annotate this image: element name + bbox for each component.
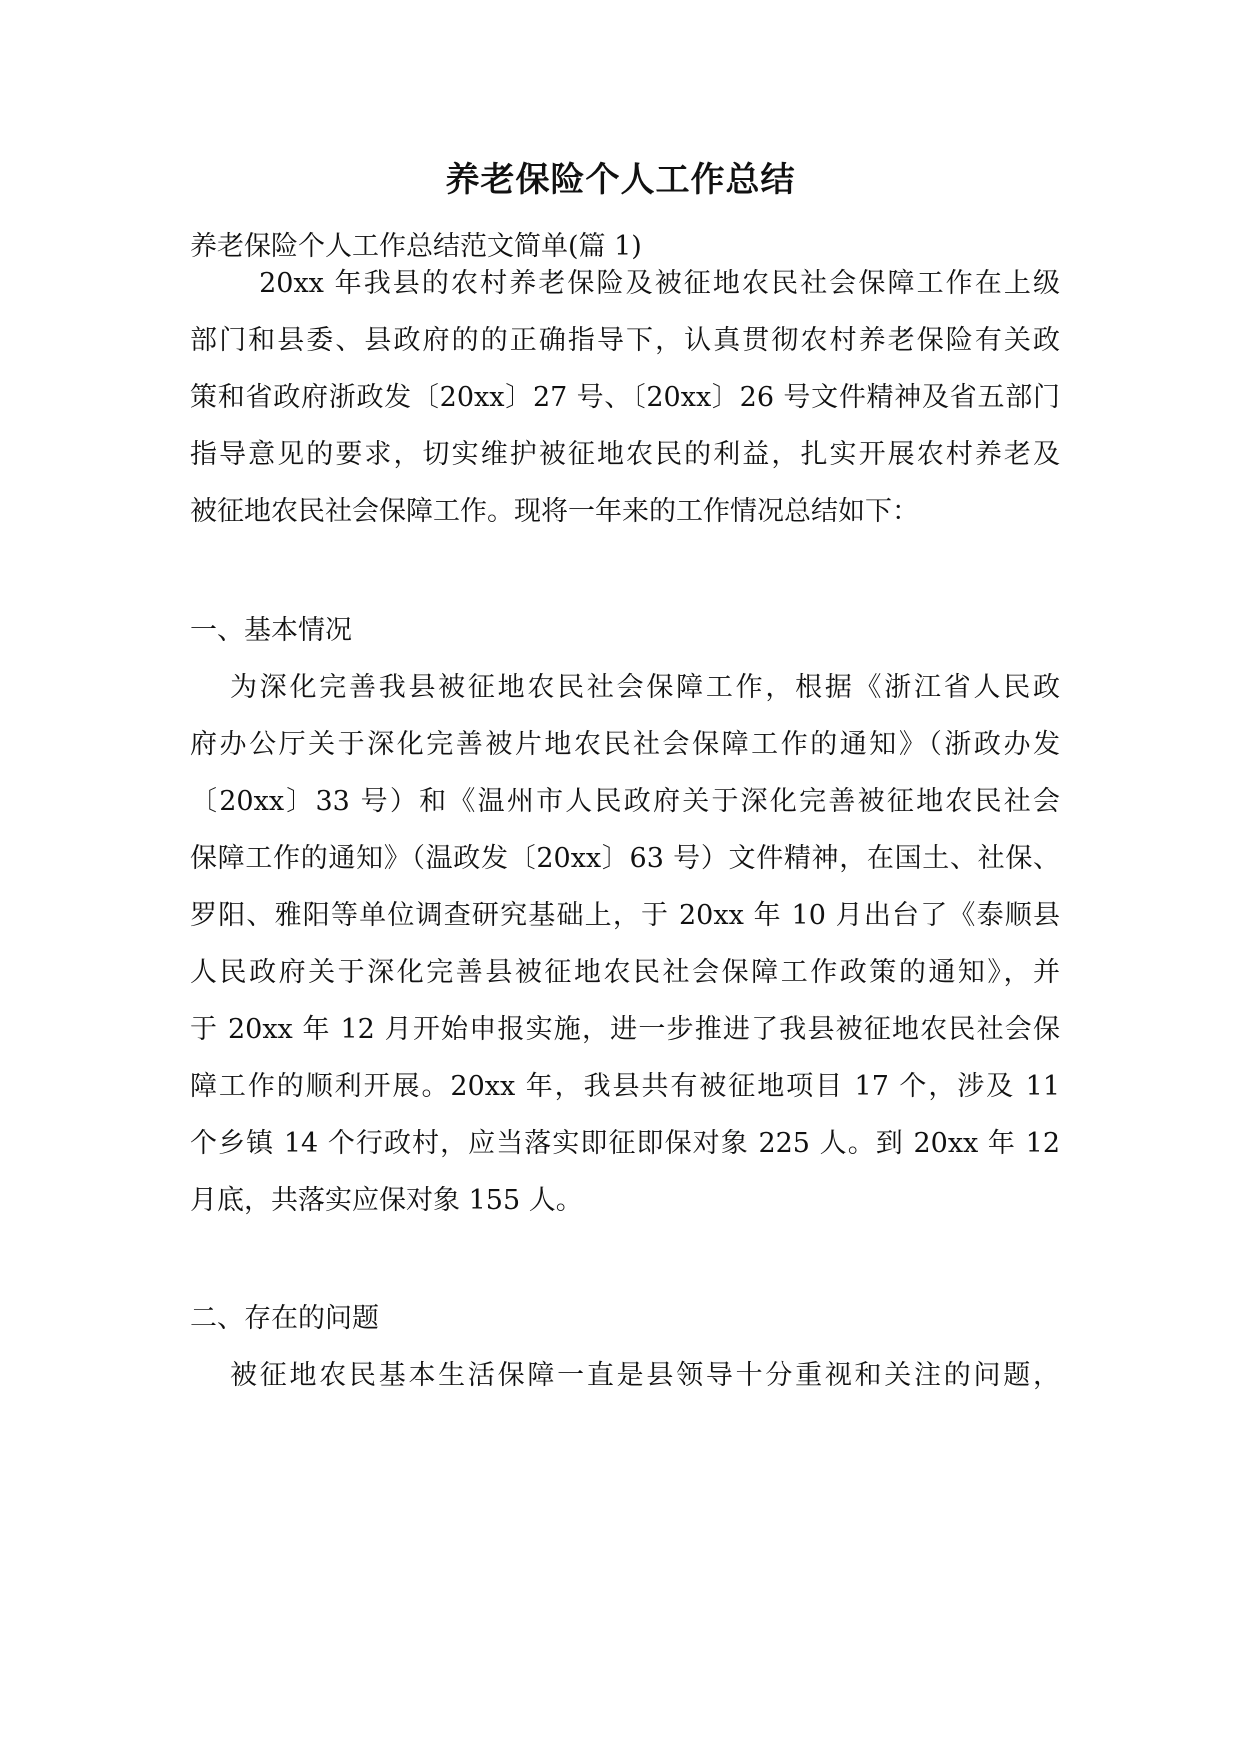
section1-line: 〔20xx〕33 号）和《温州市人民政府关于深化完善被征地农民社会 — [190, 786, 1060, 817]
section-heading: 一、基本情况 — [190, 615, 352, 646]
document-title: 养老保险个人工作总结 — [445, 160, 796, 200]
intro-line: 20xx 年我县的农村养老保险及被征地农民社会保障工作在上级 — [230, 268, 1060, 299]
section-heading: 二、存在的问题 — [190, 1303, 379, 1334]
section1-line: 保障工作的通知》（温政发〔20xx〕63 号）文件精神，在国土、社保、 — [190, 843, 1060, 874]
intro-line: 策和省政府浙政发〔20xx〕27 号、〔20xx〕26 号文件精神及省五部门 — [190, 382, 1060, 413]
section1-line: 罗阳、雅阳等单位调查研究基础上，于 20xx 年 10 月出台了《泰顺县 — [190, 900, 1060, 931]
section1-line: 月底，共落实应保对象 155 人。 — [190, 1185, 583, 1216]
section1-line: 为深化完善我县被征地农民社会保障工作，根据《浙江省人民政 — [230, 672, 1060, 703]
intro-line: 部门和县委、县政府的的正确指导下，认真贯彻农村养老保险有关政 — [190, 325, 1060, 356]
section1-line: 个乡镇 14 个行政村，应当落实即征即保对象 225 人。到 20xx 年 12 — [190, 1128, 1060, 1159]
section1-line: 府办公厅关于深化完善被片地农民社会保障工作的通知》（浙政办发 — [190, 729, 1060, 760]
intro-line: 指导意见的要求，切实维护被征地农民的利益，扎实开展农村养老及 — [190, 439, 1060, 470]
document-subtitle: 养老保险个人工作总结范文简单(篇 1) — [190, 231, 642, 262]
section1-line: 障工作的顺利开展。20xx 年，我县共有被征地项目 17 个，涉及 11 — [190, 1071, 1060, 1102]
intro-line: 被征地农民社会保障工作。现将一年来的工作情况总结如下： — [190, 496, 919, 527]
section1-line: 于 20xx 年 12 月开始申报实施，进一步推进了我县被征地农民社会保 — [190, 1014, 1060, 1045]
section2-line: 被征地农民基本生活保障一直是县领导十分重视和关注的问题， — [230, 1360, 1060, 1391]
section1-line: 人民政府关于深化完善县被征地农民社会保障工作政策的通知》，并 — [190, 957, 1060, 988]
